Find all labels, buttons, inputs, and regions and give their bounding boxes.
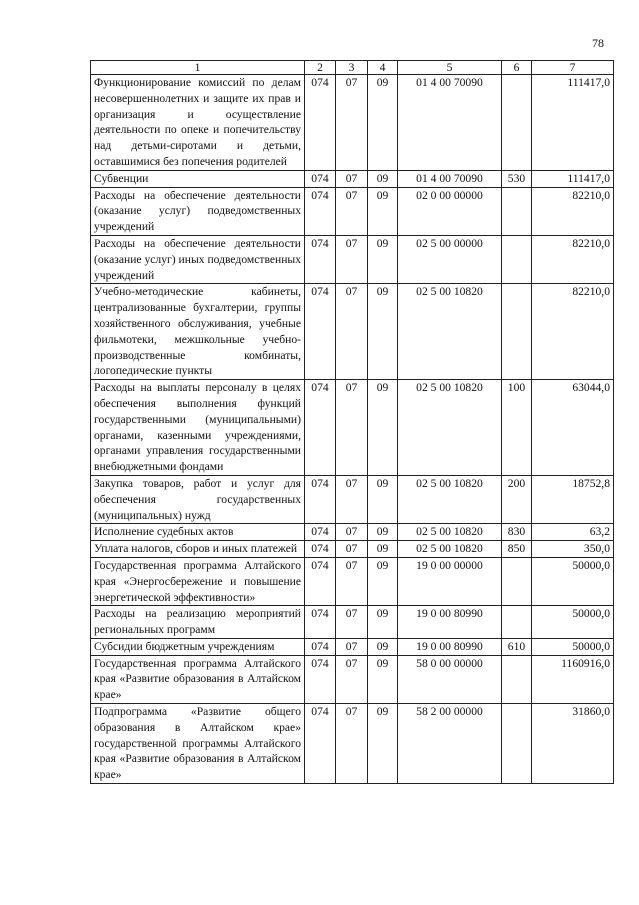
section-cell: 07 bbox=[336, 380, 368, 476]
subsection-cell: 09 bbox=[368, 655, 398, 703]
table-row bbox=[91, 655, 614, 703]
amount-cell: 1160916,0 bbox=[532, 655, 614, 703]
budget-table bbox=[90, 60, 614, 784]
admin-code-cell: 074 bbox=[305, 284, 336, 380]
admin-code-cell: 074 bbox=[305, 541, 336, 558]
target-article-cell: 02 5 00 10820 bbox=[398, 475, 502, 523]
amount-cell: 82210,0 bbox=[532, 284, 614, 380]
subsection-cell: 09 bbox=[368, 541, 398, 558]
admin-code-cell: 074 bbox=[305, 475, 336, 523]
admin-code-cell: 074 bbox=[305, 524, 336, 541]
admin-code-cell: 074 bbox=[305, 170, 336, 187]
target-article-cell: 58 0 00 00000 bbox=[398, 655, 502, 703]
subsection-cell: 09 bbox=[368, 475, 398, 523]
section-cell: 07 bbox=[336, 606, 368, 639]
amount-cell: 50000,0 bbox=[532, 638, 614, 655]
admin-code-cell: 074 bbox=[305, 187, 336, 235]
section-cell: 07 bbox=[336, 235, 368, 283]
admin-code-cell: 074 bbox=[305, 655, 336, 703]
table-row bbox=[91, 524, 614, 541]
expense-type-cell bbox=[502, 606, 532, 639]
subsection-cell: 09 bbox=[368, 606, 398, 639]
admin-code-cell: 074 bbox=[305, 638, 336, 655]
expense-type-cell: 100 bbox=[502, 380, 532, 476]
target-article-cell: 19 0 00 00000 bbox=[398, 557, 502, 605]
table-row bbox=[91, 557, 614, 605]
subsection-cell: 09 bbox=[368, 170, 398, 187]
amount-cell: 31860,0 bbox=[532, 704, 614, 784]
target-article-cell: 02 5 00 10820 bbox=[398, 541, 502, 558]
expense-type-cell: 610 bbox=[502, 638, 532, 655]
target-article-cell: 19 0 00 80990 bbox=[398, 638, 502, 655]
expense-type-cell: 830 bbox=[502, 524, 532, 541]
expense-type-cell bbox=[502, 187, 532, 235]
subsection-cell: 09 bbox=[368, 704, 398, 784]
table-row bbox=[91, 75, 614, 171]
admin-code-cell: 074 bbox=[305, 704, 336, 784]
table-row bbox=[91, 638, 614, 655]
column-header: 2 bbox=[305, 61, 336, 75]
subsection-cell: 09 bbox=[368, 380, 398, 476]
table-row bbox=[91, 170, 614, 187]
admin-code-cell: 074 bbox=[305, 557, 336, 605]
table-header-row bbox=[91, 61, 614, 75]
row-name-cell: Функционирование комиссий по делам несовершеннолетних и защите их прав и организация и осуществление деятельности по опеке и попечительству над детьми-сиротами и детьми, оставшимися без попечения родителей bbox=[91, 75, 305, 171]
admin-code-cell: 074 bbox=[305, 235, 336, 283]
target-article-cell: 19 0 00 80990 bbox=[398, 606, 502, 639]
target-article-cell: 01 4 00 70090 bbox=[398, 170, 502, 187]
table-row bbox=[91, 541, 614, 558]
column-header: 7 bbox=[532, 61, 614, 75]
amount-cell: 350,0 bbox=[532, 541, 614, 558]
section-cell: 07 bbox=[336, 655, 368, 703]
section-cell: 07 bbox=[336, 475, 368, 523]
section-cell: 07 bbox=[336, 557, 368, 605]
row-name-cell: Подпрограмма «Развитие общего образования в Алтайском крае» государственной программы Алтайского края «Развитие образования в Алтайском крае» bbox=[91, 704, 305, 784]
column-header: 3 bbox=[336, 61, 368, 75]
subsection-cell: 09 bbox=[368, 557, 398, 605]
admin-code-cell: 074 bbox=[305, 606, 336, 639]
subsection-cell: 09 bbox=[368, 638, 398, 655]
section-cell: 07 bbox=[336, 638, 368, 655]
subsection-cell: 09 bbox=[368, 187, 398, 235]
amount-cell: 63044,0 bbox=[532, 380, 614, 476]
amount-cell: 50000,0 bbox=[532, 606, 614, 639]
expense-type-cell bbox=[502, 704, 532, 784]
section-cell: 07 bbox=[336, 75, 368, 171]
expense-type-cell: 850 bbox=[502, 541, 532, 558]
subsection-cell: 09 bbox=[368, 235, 398, 283]
table-row bbox=[91, 606, 614, 639]
row-name-cell: Субсидии бюджетным учреждениям bbox=[91, 638, 305, 655]
table-row bbox=[91, 235, 614, 283]
target-article-cell: 02 5 00 10820 bbox=[398, 284, 502, 380]
amount-cell: 82210,0 bbox=[532, 187, 614, 235]
admin-code-cell: 074 bbox=[305, 380, 336, 476]
row-name-cell: Исполнение судебных актов bbox=[91, 524, 305, 541]
amount-cell: 63,2 bbox=[532, 524, 614, 541]
target-article-cell: 02 0 00 00000 bbox=[398, 187, 502, 235]
section-cell: 07 bbox=[336, 704, 368, 784]
target-article-cell: 02 5 00 10820 bbox=[398, 380, 502, 476]
amount-cell: 111417,0 bbox=[532, 75, 614, 171]
column-header: 4 bbox=[368, 61, 398, 75]
table-body bbox=[91, 75, 614, 784]
table-row bbox=[91, 704, 614, 784]
page-number: 78 bbox=[592, 36, 604, 50]
row-name-cell: Расходы на обеспечение деятельности (оказание услуг) иных подведомственных учреждений bbox=[91, 235, 305, 283]
row-name-cell: Расходы на обеспечение деятельности (оказание услуг) подведомственных учреждений bbox=[91, 187, 305, 235]
expense-type-cell bbox=[502, 235, 532, 283]
table-row bbox=[91, 380, 614, 476]
target-article-cell: 02 5 00 10820 bbox=[398, 524, 502, 541]
expense-type-cell bbox=[502, 557, 532, 605]
amount-cell: 82210,0 bbox=[532, 235, 614, 283]
row-name-cell: Государственная программа Алтайского края «Энергосбережение и повышение энергетической эффективности» bbox=[91, 557, 305, 605]
subsection-cell: 09 bbox=[368, 284, 398, 380]
row-name-cell: Закупка товаров, работ и услуг для обеспечения государственных (муниципальных) нужд bbox=[91, 475, 305, 523]
row-name-cell: Расходы на реализацию мероприятий региональных программ bbox=[91, 606, 305, 639]
section-cell: 07 bbox=[336, 284, 368, 380]
expense-type-cell: 530 bbox=[502, 170, 532, 187]
column-header: 6 bbox=[502, 61, 532, 75]
subsection-cell: 09 bbox=[368, 524, 398, 541]
amount-cell: 111417,0 bbox=[532, 170, 614, 187]
expense-type-cell bbox=[502, 75, 532, 171]
amount-cell: 50000,0 bbox=[532, 557, 614, 605]
column-header: 1 bbox=[91, 61, 305, 75]
target-article-cell: 02 5 00 00000 bbox=[398, 235, 502, 283]
target-article-cell: 01 4 00 70090 bbox=[398, 75, 502, 171]
row-name-cell: Учебно-методические кабинеты, централизованные бухгалтерии, группы хозяйственного обслуживания, учебные фильмотеки, межшкольные учебно-производственные комбинаты, логопедические пункты bbox=[91, 284, 305, 380]
row-name-cell: Субвенции bbox=[91, 170, 305, 187]
expense-type-cell: 200 bbox=[502, 475, 532, 523]
row-name-cell: Уплата налогов, сборов и иных платежей bbox=[91, 541, 305, 558]
target-article-cell: 58 2 00 00000 bbox=[398, 704, 502, 784]
section-cell: 07 bbox=[336, 524, 368, 541]
row-name-cell: Государственная программа Алтайского края «Развитие образования в Алтайском крае» bbox=[91, 655, 305, 703]
admin-code-cell: 074 bbox=[305, 75, 336, 171]
expense-type-cell bbox=[502, 284, 532, 380]
table-row bbox=[91, 187, 614, 235]
section-cell: 07 bbox=[336, 170, 368, 187]
subsection-cell: 09 bbox=[368, 75, 398, 171]
column-header: 5 bbox=[398, 61, 502, 75]
amount-cell: 18752,8 bbox=[532, 475, 614, 523]
row-name-cell: Расходы на выплаты персоналу в целях обеспечения выполнения функций государственными (муниципальными) органами, казенными учреждениями, органами управления государственными внебюджетными фондами bbox=[91, 380, 305, 476]
section-cell: 07 bbox=[336, 541, 368, 558]
expense-type-cell bbox=[502, 655, 532, 703]
table-row bbox=[91, 475, 614, 523]
section-cell: 07 bbox=[336, 187, 368, 235]
table-row bbox=[91, 284, 614, 380]
